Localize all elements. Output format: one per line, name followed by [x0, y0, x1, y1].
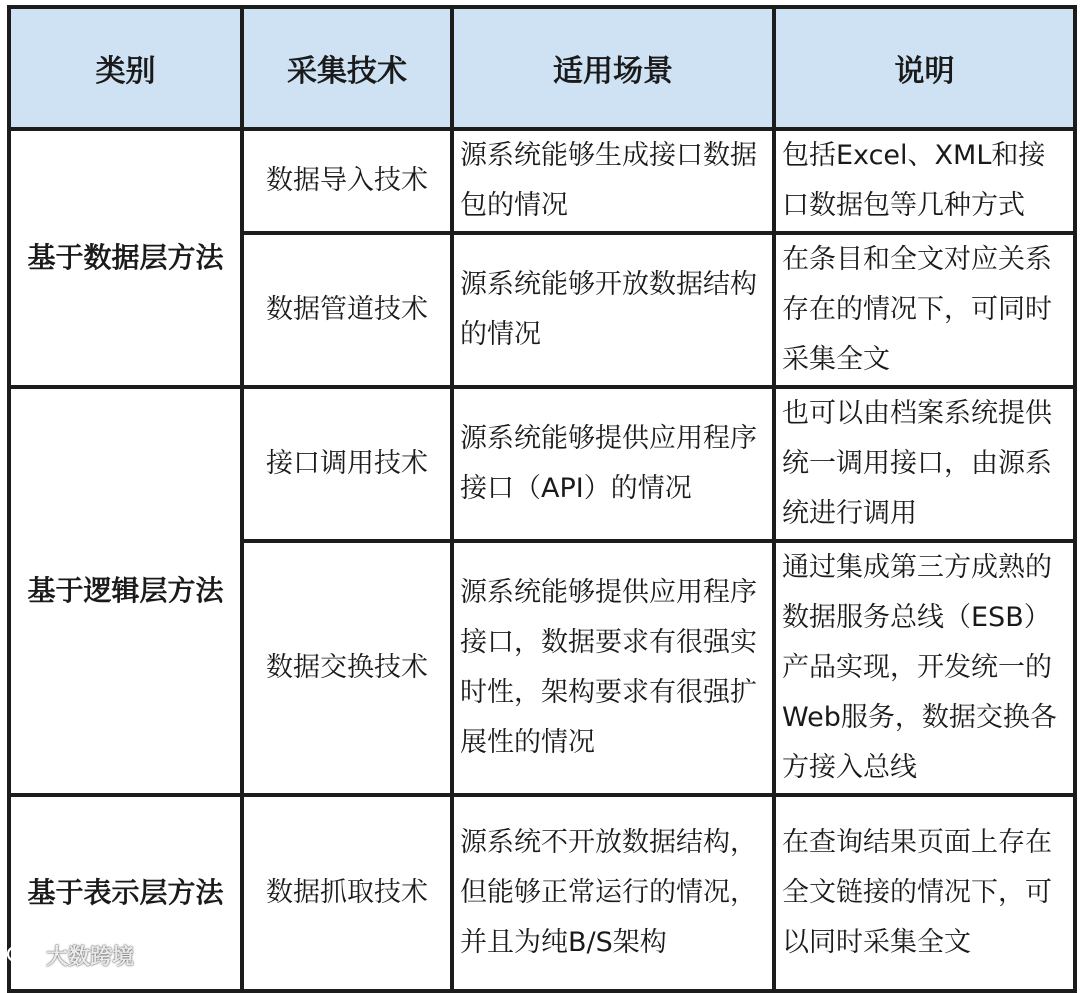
scenario-cell: 源系统能够提供应用程序接口（API）的情况 [452, 387, 774, 541]
description-cell: 在查询结果页面上存在全文链接的情况下，可以同时采集全文 [774, 795, 1075, 991]
description-cell: 通过集成第三方成熟的数据服务总线（ESB）产品实现，开发统一的Web服务，数据交换各方接入总线 [774, 541, 1075, 795]
category-cell: 基于逻辑层方法 [9, 387, 242, 795]
table-row [9, 129, 1075, 233]
technique-cell: 接口调用技术 [242, 387, 452, 541]
header-scenario: 适用场景 [452, 7, 774, 129]
description-cell: 也可以由档案系统提供统一调用接口，由源系统进行调用 [774, 387, 1075, 541]
scenario-cell: 源系统不开放数据结构，但能够正常运行的情况，并且为纯B/S架构 [452, 795, 774, 991]
technique-cell: 数据管道技术 [242, 233, 452, 387]
description-cell: 在条目和全文对应关系存在的情况下，可同时采集全文 [774, 233, 1075, 387]
header-category: 类别 [9, 7, 242, 129]
table-row [9, 795, 1075, 991]
table-header-row [9, 7, 1075, 129]
technique-cell: 数据抓取技术 [242, 795, 452, 991]
description-cell: 包括Excel、XML和接口数据包等几种方式 [774, 129, 1075, 233]
category-cell: 基于表示层方法 [9, 795, 242, 991]
table-row [9, 387, 1075, 541]
technique-cell: 数据导入技术 [242, 129, 452, 233]
category-cell: 基于数据层方法 [9, 129, 242, 387]
scenario-cell: 源系统能够提供应用程序接口，数据要求有很强实时性，架构要求有很强扩展性的情况 [452, 541, 774, 795]
header-description: 说明 [774, 7, 1075, 129]
header-technique: 采集技术 [242, 7, 452, 129]
technique-cell: 数据交换技术 [242, 541, 452, 795]
scenario-cell: 源系统能够生成接口数据包的情况 [452, 129, 774, 233]
watermark-text: 大数跨境 [46, 944, 135, 970]
comparison-table-container [7, 5, 1073, 993]
scenario-cell: 源系统能够开放数据结构的情况 [452, 233, 774, 387]
data-collection-techniques-table [7, 5, 1077, 993]
